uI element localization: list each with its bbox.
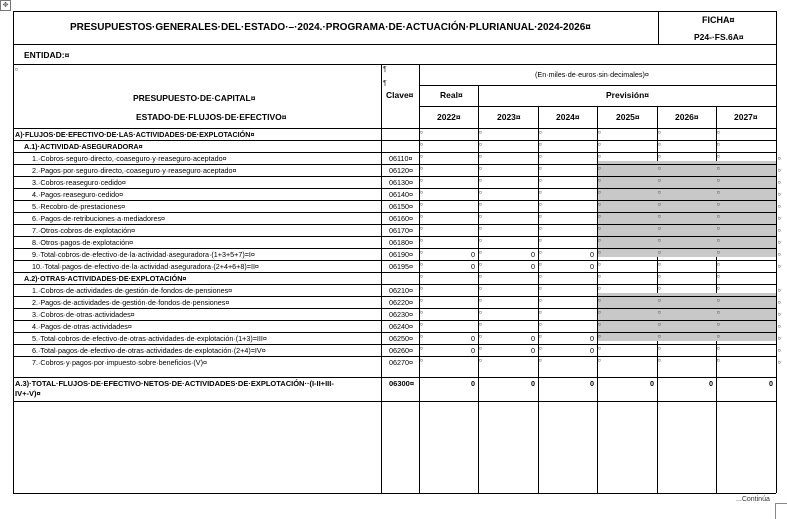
cell-marker: ¤ — [539, 214, 542, 220]
cell-marker: ¤ — [658, 130, 661, 136]
cell-marker: ¤ — [598, 238, 601, 244]
row-label: 5.·Total·cobros·de·efectivo·de·otras·actividades·de·explotación·(1+3)=III¤ — [32, 334, 267, 343]
row-end-marker: ¤ — [778, 324, 781, 330]
shaded-cells-a2 — [598, 293, 776, 341]
cell-marker: ¤ — [479, 262, 482, 268]
cell-marker: ¤ — [717, 166, 720, 172]
cell-marker: ¤ — [658, 322, 661, 328]
row-value: 0 — [531, 250, 535, 259]
row-label: 6.·Total·pagos·de·efectivo·de·otras·actividades·de·explotación·(2+4)=IV¤ — [32, 346, 266, 355]
cell-marker: ¤ — [717, 130, 720, 136]
row-clave: 06195¤ — [389, 262, 413, 271]
row-clave: 06150¤ — [389, 202, 413, 211]
cell-marker: ¤ — [598, 202, 601, 208]
year-2022: 2022¤ — [437, 112, 461, 122]
cell-marker: ¤ — [598, 214, 601, 220]
row-value: 0 — [590, 262, 594, 271]
cell-marker: ¤ — [658, 262, 661, 268]
total-value: 0 — [590, 379, 594, 388]
cell-marker: ¤ — [658, 190, 661, 196]
cell-marker: ¤ — [420, 166, 423, 172]
cell-marker: ¤ — [539, 334, 542, 340]
cell-marker: ¤ — [479, 358, 482, 364]
row-end-marker: ¤ — [778, 228, 781, 234]
cell-marker: ¤ — [420, 250, 423, 256]
row-label: 2.·Pagos·de·actividades·de·gestión·de·fondos·de·pensiones¤ — [32, 298, 230, 307]
row-label: 2.·Pagos·por·seguro·directo,·coaseguro·y·reaseguro·aceptado¤ — [32, 166, 237, 175]
year-2025: 2025¤ — [616, 112, 640, 122]
row-value: 0 — [531, 334, 535, 343]
row-end-marker: ¤ — [778, 240, 781, 246]
cell-marker: ¤ — [598, 346, 601, 352]
cell-marker: ¤ — [658, 334, 661, 340]
cell-marker: ¤ — [598, 298, 601, 304]
cell-marker: ¤ — [539, 202, 542, 208]
row-value: 0 — [471, 250, 475, 259]
table-move-handle-icon[interactable]: ✥ — [0, 0, 11, 11]
row-clave: 06120¤ — [389, 166, 413, 175]
row-value: 0 — [531, 346, 535, 355]
row-clave: 06230¤ — [389, 310, 413, 319]
cell-marker: ¤ — [420, 298, 423, 304]
page-corner-mark — [775, 503, 787, 519]
row-label: 10.·Total·pagos·de·efectivo·de·la·actividad·aseguradora·(2+4+6+8)=II¤ — [32, 262, 259, 271]
row-end-marker: ¤ — [778, 168, 781, 174]
cell-marker: ¤ — [539, 166, 542, 172]
row-end-marker: ¤ — [778, 300, 781, 306]
cell-marker: ¤ — [717, 190, 720, 196]
cell-marker: ¤ — [479, 310, 482, 316]
cell-marker: ¤ — [658, 202, 661, 208]
cell-marker: ¤ — [598, 274, 601, 280]
row-end-marker: ¤ — [778, 156, 781, 162]
cell-marker: ¤ — [420, 178, 423, 184]
cell-marker: ¤ — [598, 250, 601, 256]
row-clave: 06210¤ — [389, 286, 413, 295]
row-end-marker: ¤ — [778, 192, 781, 198]
cell-marker: ¤ — [658, 142, 661, 148]
cell-marker: ¤ — [598, 130, 601, 136]
cell-marker: ¤ — [539, 226, 542, 232]
cell-marker: ¤ — [717, 286, 720, 292]
cell-marker: ¤ — [479, 274, 482, 280]
continua-note: ...Continúa — [736, 496, 770, 503]
cell-marker: ¤ — [479, 334, 482, 340]
cell-marker: ¤ — [717, 142, 720, 148]
cell-marker: ¤ — [658, 358, 661, 364]
total-value: 0 — [709, 379, 713, 388]
total-row-clave: 06300¤ — [389, 379, 415, 388]
ficha-code: P24-·FS.6A¤ — [694, 32, 744, 42]
cell-marker: ¤ — [717, 346, 720, 352]
row-end-marker: ¤ — [778, 360, 781, 366]
row-value: 0 — [590, 250, 594, 259]
row-clave: 06140¤ — [389, 190, 413, 199]
row-value: 0 — [471, 346, 475, 355]
row-end-marker: ¤ — [778, 312, 781, 318]
cell-marker: ¤ — [479, 346, 482, 352]
cell-marker: ¤ — [598, 226, 601, 232]
cell-marker: ¤ — [420, 190, 423, 196]
year-2026: 2026¤ — [675, 112, 699, 122]
row-end-marker: ¤ — [778, 336, 781, 342]
cell-marker: ¤ — [598, 334, 601, 340]
row-label: 4.·Pagos·reaseguro·cedido¤ — [32, 190, 124, 199]
cell-marker: ¤ — [479, 322, 482, 328]
ficha-label: FICHA¤ — [702, 15, 735, 25]
cell-marker: ¤ — [539, 310, 542, 316]
cell-marker: ¤ — [717, 226, 720, 232]
cell-marker: ¤ — [479, 214, 482, 220]
cell-marker: ¤ — [420, 142, 423, 148]
cell-marker: ¤ — [717, 238, 720, 244]
cell-marker: ¤ — [479, 178, 482, 184]
cell-marker: ¤ — [658, 214, 661, 220]
cell-marker: ¶ — [383, 66, 387, 73]
cell-marker: ¤ — [420, 334, 423, 340]
cell-marker: ¶ — [383, 80, 387, 87]
row-label: 5.·Recobro·de·prestaciones¤ — [32, 202, 126, 211]
row-end-marker: ¤ — [778, 264, 781, 270]
row-end-marker: ¤ — [778, 288, 781, 294]
cell-marker: ¤ — [539, 274, 542, 280]
row-label: 8.·Otros·pagos·de·explotación¤ — [32, 238, 134, 247]
cell-marker: ¤ — [717, 250, 720, 256]
cell-marker: ¤ — [539, 178, 542, 184]
cell-marker: ¤ — [420, 226, 423, 232]
row-label: 7.·Otros·cobros·de·explotación¤ — [32, 226, 136, 235]
cell-marker: ¤ — [717, 262, 720, 268]
row-value: 0 — [531, 262, 535, 271]
row-clave: 06160¤ — [389, 214, 413, 223]
row-label: A.2)·OTRAS·ACTIVIDADES·DE·EXPLOTACIÓN¤ — [24, 274, 187, 283]
row-clave: 06190¤ — [389, 250, 413, 259]
cell-marker: ¤ — [658, 346, 661, 352]
total-row-label-2: IV+-V)¤ — [15, 389, 41, 398]
cell-marker: ¤ — [420, 130, 423, 136]
row-clave: 06130¤ — [389, 178, 413, 187]
row-value: 0 — [590, 334, 594, 343]
estado-header: ESTADO·DE·FLUJOS·DE·EFECTIVO¤ — [136, 112, 287, 122]
cell-marker: ¤ — [598, 154, 601, 160]
cell-marker: ¤ — [539, 262, 542, 268]
prevision-header: Previsión¤ — [606, 90, 649, 100]
cell-marker: ¤ — [479, 202, 482, 208]
cell-marker: ¤ — [658, 274, 661, 280]
cell-marker: ¤ — [420, 310, 423, 316]
cell-marker: ¤ — [717, 358, 720, 364]
row-clave: 06180¤ — [389, 238, 413, 247]
cell-marker: ¤ — [479, 130, 482, 136]
cell-marker: ¤ — [539, 298, 542, 304]
row-clave: 06110¤ — [389, 154, 413, 163]
cell-marker: ¤ — [15, 67, 18, 73]
row-end-marker: ¤ — [778, 252, 781, 258]
cell-marker: ¤ — [479, 250, 482, 256]
cell-marker: ¤ — [598, 358, 601, 364]
total-value: 0 — [769, 379, 773, 388]
cell-marker: ¤ — [539, 142, 542, 148]
cell-marker: ¤ — [539, 190, 542, 196]
cell-marker: ¤ — [479, 286, 482, 292]
total-row-label-1: A.3)·TOTAL·FLUJOS·DE·EFECTIVO·NETOS·DE·ACTIVIDADES·DE·EXPLOTACIÓN··(I-II+III- — [15, 379, 334, 388]
row-value: 0 — [590, 346, 594, 355]
row-clave: 06170¤ — [389, 226, 413, 235]
year-2023: 2023¤ — [497, 112, 521, 122]
cell-marker: ¤ — [539, 358, 542, 364]
cell-marker: ¤ — [420, 262, 423, 268]
cell-marker: ¤ — [539, 346, 542, 352]
row-clave: 06260¤ — [389, 346, 413, 355]
row-end-marker: ¤ — [778, 348, 781, 354]
cell-marker: ¤ — [479, 154, 482, 160]
cell-marker: ¤ — [658, 154, 661, 160]
row-clave: 06220¤ — [389, 298, 413, 307]
row-value: 0 — [471, 262, 475, 271]
cell-marker: ¤ — [479, 190, 482, 196]
cell-marker: ¤ — [658, 166, 661, 172]
cell-marker: ¤ — [479, 238, 482, 244]
clave-header: Clave¤ — [386, 90, 414, 100]
cell-marker: ¤ — [717, 214, 720, 220]
cell-marker: ¤ — [598, 190, 601, 196]
entidad-label: ENTIDAD:¤ — [24, 50, 70, 60]
cell-marker: ¤ — [717, 310, 720, 316]
cell-marker: ¤ — [658, 238, 661, 244]
row-end-marker: ¤ — [778, 204, 781, 210]
row-end-marker: ¤ — [778, 180, 781, 186]
year-2024: 2024¤ — [556, 112, 580, 122]
cell-marker: ¤ — [658, 286, 661, 292]
cell-marker: ¤ — [479, 298, 482, 304]
page-title: PRESUPUESTOS·GENERALES·DEL·ESTADO·–·2024.·PROGRAMA·DE·ACTUACIÓN·PLURIANUAL·2024-2026¤ — [70, 22, 591, 33]
cell-marker: ¤ — [539, 154, 542, 160]
cell-marker: ¤ — [598, 166, 601, 172]
year-2027: 2027¤ — [734, 112, 758, 122]
total-value: 0 — [471, 379, 475, 388]
cell-marker: ¤ — [539, 130, 542, 136]
cell-marker: ¤ — [658, 226, 661, 232]
row-label: 3.·Cobros·reaseguro·cedido¤ — [32, 178, 126, 187]
cell-marker: ¤ — [717, 334, 720, 340]
row-label: 4.·Pagos·de·otras·actividades¤ — [32, 322, 132, 331]
cell-marker: ¤ — [598, 262, 601, 268]
real-header: Real¤ — [440, 90, 463, 100]
row-label: 6.·Pagos·de·retribuciones·a·mediadores¤ — [32, 214, 166, 223]
row-clave: 06240¤ — [389, 322, 413, 331]
cell-marker: ¤ — [598, 286, 601, 292]
row-value: 0 — [471, 334, 475, 343]
cell-marker: ¤ — [717, 322, 720, 328]
cell-marker: ¤ — [420, 322, 423, 328]
cell-marker: ¤ — [539, 286, 542, 292]
cell-marker: ¤ — [479, 166, 482, 172]
cell-marker: ¤ — [658, 310, 661, 316]
cell-marker: ¤ — [658, 178, 661, 184]
row-clave: 06270¤ — [389, 358, 413, 367]
cell-marker: ¤ — [717, 274, 720, 280]
row-label: A)·FLUJOS·DE·EFECTIVO·DE·LAS·ACTIVIDADES·DE·EXPLOTACIÓN¤ — [15, 130, 255, 139]
units-note: (En·miles·de·euros·sin·decimales)¤ — [535, 70, 649, 79]
row-label: 9.·Total·cobros·de·efectivo·de·la·actividad·aseguradora·(1+3+5+7)=I¤ — [32, 250, 255, 259]
cell-marker: ¤ — [717, 298, 720, 304]
cell-marker: ¤ — [420, 286, 423, 292]
row-label: 1.·Cobros·de·actividades·de·gestión·de·fondos·de·pensiones¤ — [32, 286, 233, 295]
row-label: 1.·Cobros·seguro·directo,·coaseguro·y·reaseguro·aceptado¤ — [32, 154, 227, 163]
cell-marker: ¤ — [420, 154, 423, 160]
cell-marker: ¤ — [717, 202, 720, 208]
cell-marker: ¤ — [479, 226, 482, 232]
cell-marker: ¤ — [420, 274, 423, 280]
cell-marker: ¤ — [598, 310, 601, 316]
cell-marker: ¤ — [598, 142, 601, 148]
cell-marker: ¤ — [539, 322, 542, 328]
cell-marker: ¤ — [598, 322, 601, 328]
cell-marker: ¤ — [539, 250, 542, 256]
row-label: A.1)·ACTIVIDAD·ASEGURADORA¤ — [24, 142, 143, 151]
cell-marker: ¤ — [420, 346, 423, 352]
cell-marker: ¤ — [420, 202, 423, 208]
cell-marker: ¤ — [479, 142, 482, 148]
cell-marker: ¤ — [658, 250, 661, 256]
cell-marker: ¤ — [420, 358, 423, 364]
total-value: 0 — [531, 379, 535, 388]
cell-marker: ¤ — [658, 298, 661, 304]
total-value: 0 — [650, 379, 654, 388]
cell-marker: ¤ — [420, 238, 423, 244]
cell-marker: ¤ — [717, 178, 720, 184]
row-clave: 06250¤ — [389, 334, 413, 343]
presupuesto-header: PRESUPUESTO·DE·CAPITAL¤ — [133, 93, 256, 103]
cell-marker: ¤ — [539, 238, 542, 244]
cell-marker: ¤ — [420, 214, 423, 220]
row-end-marker: ¤ — [778, 216, 781, 222]
cell-marker: ¤ — [598, 178, 601, 184]
cell-marker: ¤ — [717, 154, 720, 160]
row-label: 7.·Cobros·y·pagos·por·impuesto·sobre·beneficios·(V)¤ — [32, 358, 207, 367]
row-label: 3.·Cobros·de·otras·actividades¤ — [32, 310, 135, 319]
